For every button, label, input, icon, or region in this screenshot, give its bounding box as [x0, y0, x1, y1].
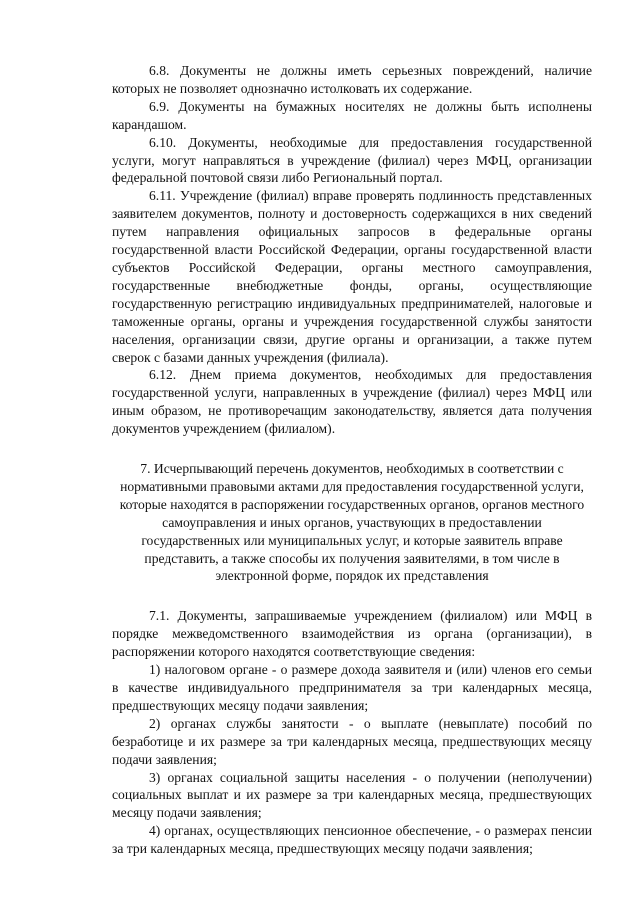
- paragraph-6-8: 6.8. Документы не должны иметь серьезных повреждений, наличие которых не позволяет однозначно истолковать их содержание.: [112, 63, 592, 96]
- list-item-4: 4) органах, осуществляющих пенсионное обеспечение, - о размерах пенсии за три календарных месяца, предшествующих месяцу подачи заявления;: [112, 823, 592, 857]
- paragraph-6-12: 6.12. Днем приема документов, необходимых для предоставления государственной услуги, направленных в учреждение (филиал) через МФЦ или иным образом, не противоречащим законодательству, является дата получения документов учреждением (филиалом).: [112, 367, 592, 437]
- paragraph-7-1: 7.1. Документы, запрашиваемые учреждением (филиалом) или МФЦ в порядке межведомственного взаимодействия из органа (организации), в распоряжении которого находятся соответствующие сведения:: [112, 608, 592, 660]
- paragraph-6-11: 6.11. Учреждение (филиал) вправе проверять подлинность представленных заявителем документов, полноту и достоверность содержащихся в них сведений путем направления официальных запросов в федеральные органы государственной власти Российской Федерации, органы государственной власти субъектов Российской Федерации, органы местного самоуправления, государственные внебюджетные фонды, органы, осуществляющие государственную регистрацию индивидуальных предпринимателей, налоговые и таможенные органы, органы и учреждения государственной службы занятости населения, организации связи, другие органы и организации, а также путем сверок с базами данных учреждения (филиала).: [112, 188, 592, 365]
- list-item-3: 3) органах социальной защиты населения - о получении (неполучении) социальных выплат и их размере за три календарных месяца, предшествующих месяцу подачи заявления;: [112, 769, 592, 821]
- section-7-heading: 7. Исчерпывающий перечень документов, необходимых в соответствии с нормативными правовыми актами для предоставления государственной услуги, которые находятся в распоряжении государственных органов, органов местного самоуправления и иных органов, участвующих в предоставлении государственных или муниципальных услуг, и которые заявитель вправе представить, а также способы их получения заявителями, в том числе в электронной форме, порядок их представления: [119, 461, 585, 584]
- paragraph-6-9: 6.9. Документы на бумажных носителях не должны быть исполнены карандашом.: [112, 98, 592, 132]
- document-page: [112, 62, 592, 858]
- list-item-2: 2) органах службы занятости - о выплате (невыплате) пособий по безработице и их размере за три календарных месяца, предшествующих месяцу подачи заявления;: [112, 715, 592, 767]
- paragraph-6-10: 6.10. Документы, необходимые для предоставления государственной услуги, могут направляться в учреждение (филиал) через МФЦ, организации федеральной почтовой связи либо Региональный портал.: [112, 134, 592, 186]
- list-item-1: 1) налоговом органе - о размере дохода заявителя и (или) членов его семьи в качестве индивидуального предпринимателя за три календарных месяца, предшествующих месяцу подачи заявления;: [112, 662, 592, 713]
